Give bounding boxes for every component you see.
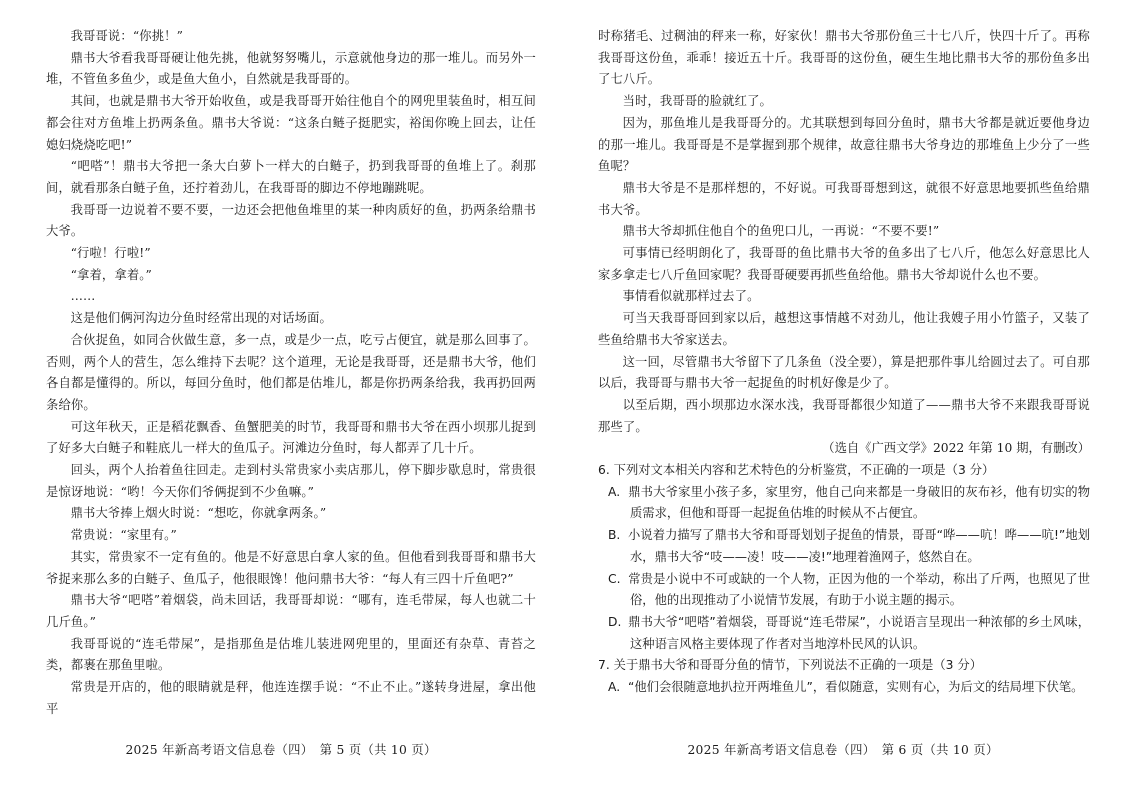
- paragraph: 可当天我哥哥回到家以后，越想这事情越不对劲儿，他让我嫂子用小竹篮子，又装了些鱼给鼎书大爷家送去。: [598, 311, 1090, 347]
- paragraph: 事情看似就那样过去了。: [622, 289, 760, 304]
- right-story-text: [598, 26, 1090, 438]
- paragraph: 合伙捉鱼，如同合伙做生意，多一点，或是少一点，吃亏占便宜，就是那么回事了。否则，两个人的营生，怎么维持下去呢？这个道理，无论是我哥哥，还是鼎书大爷，他们各自都是懂得的。所以，每回分鱼时，他们都是估堆儿，都是你扔两条给我，我再扔回两条给你。: [46, 332, 536, 412]
- left-story-text: [46, 26, 536, 721]
- option-letter: A.: [608, 680, 621, 695]
- paragraph: 鼎书大爷“吧嗒”着烟袋，尚未回话，我哥哥却说：“哪有，连毛带屎，每人也就二十几斤鱼。”: [46, 593, 536, 629]
- option-c: [598, 569, 1090, 612]
- paragraph: ……: [70, 289, 96, 304]
- option-letter: D.: [608, 614, 622, 629]
- paragraph: 时称猪毛、过稠油的秤来一称，好家伙！鼎书大爷那份鱼三十七八斤，快四十斤了。再称我哥哥这份鱼，乖乖！接近五十斤。我哥哥的这份鱼，硬生生地比鼎书大爷的那份鱼多出了七八斤。: [598, 29, 1090, 87]
- paragraph: 以至后期，西小坝那边水深水浅，我哥哥都很少知道了——鼎书大爷不来跟我哥哥说那些了。: [598, 397, 1090, 434]
- paragraph: 可这年秋天，正是稻花飘香、鱼蟹肥美的时节，我哥哥和鼎书大爷在西小坝那儿捉到了好多大白鲢子和鞋底儿一样大的鱼瓜子。河滩边分鱼时，每人都弄了几十斤。: [46, 419, 536, 456]
- option-text: 鼎书大爷“吧嗒”着烟袋，哥哥说“连毛带屎”，小说语言呈现出一种浓郁的乡土风味，这种语言风格主要体现了作者对当地淳朴民风的认识。: [628, 614, 1090, 651]
- paragraph: 其实，常贵家不一定有鱼的。他是不好意思白拿人家的鱼。但他看到我哥哥和鼎书大爷捉来那么多的白鲢子、鱼瓜子，他很眼馋！他问鼎书大爷：“每人有三四十斤鱼吧?”: [46, 549, 536, 586]
- paragraph: 这是他们俩河沟边分鱼时经常出现的对话场面。: [70, 311, 332, 326]
- paragraph: 可事情已经明朗化了，我哥哥的鱼比鼎书大爷的鱼多出了七八斤，他怎么好意思比人家多拿走七八斤鱼回家呢？我哥哥硬要再抓些鱼给他。鼎书大爷却说什么也不要。: [598, 246, 1090, 282]
- paragraph: “行啦！行啦!”: [70, 246, 151, 261]
- question-stem: 7. 关于鼎书大爷和哥哥分鱼的情节，下列说法不正确的一项是（3 分）: [598, 658, 982, 673]
- paragraph: 我哥哥一边说着不要不要，一边还会把他鱼堆里的某一种肉质好的鱼，扔两条给鼎书大爷。: [46, 202, 536, 239]
- paragraph: 其间，也就是鼎书大爷开始收鱼，或是我哥哥开始往他自个的网兜里装鱼时，相互间都会往对方鱼堆上扔两条鱼。鼎书大爷说：“这条白鲢子挺肥实，裕闺你晚上回去，让任媳妇烧烧吃吧!”: [46, 94, 536, 152]
- option-a: [598, 677, 1090, 699]
- paragraph: 鼎书大爷看我哥哥硬让他先挑，他就努努嘴儿，示意就他身边的那一堆儿。而另外一堆，不管鱼多鱼少，或是鱼大鱼小，自然就是我哥哥的。: [46, 50, 536, 87]
- paragraph: 当时，我哥哥的脸就红了。: [622, 94, 772, 109]
- source-citation: （选自《广西文学》2022 年第 10 期，有删改）: [822, 441, 1090, 456]
- paragraph: “拿着，拿着。”: [70, 267, 152, 282]
- page-footer: 2025 年新高考语文信息卷（四） 第 6 页（共 10 页）: [687, 743, 999, 757]
- option-d: [598, 612, 1090, 655]
- option-text: “他们会很随意地扒拉开两堆鱼儿”，看似随意，实则有心，为后文的结局埋下伏笔。: [628, 680, 1084, 695]
- right-page: [562, 0, 1124, 800]
- question-stem: 6. 下列对文本相关内容和艺术特色的分析鉴赏，不正确的一项是（3 分）: [598, 463, 995, 478]
- option-letter: B.: [608, 528, 621, 543]
- option-text: 鼎书大爷家里小孩子多，家里穷，他自己向来都是一身破旧的灰布衫，他有切实的物质需求，但他和哥哥一起捉鱼估堆的时候从不占便宜。: [628, 484, 1090, 521]
- paragraph: 鼎书大爷却抓住他自个的鱼兜口儿，一再说：“不要不要!”: [622, 224, 940, 239]
- paragraph: 鼎书大爷捧上烟火时说：“想吃，你就拿两条。”: [70, 506, 327, 521]
- option-letter: A.: [608, 484, 621, 499]
- paragraph: 鼎书大爷是不是那样想的，不好说。可我哥哥想到这，就很不好意思地要抓些鱼给鼎书大爷。: [598, 180, 1090, 217]
- paragraph: 常贵是开店的，他的眼睛就是秤，他连连摆手说：“不止不止。”遂转身进屋，拿出他平: [46, 680, 536, 716]
- option-letter: C.: [608, 571, 621, 586]
- paragraph: 因为，那鱼堆儿是我哥哥分的。尤其联想到每回分鱼时，鼎书大爷都是就近要他身边的那一堆儿。我哥哥是不是掌握到那个规律，故意往鼎书大爷身边的那堆鱼上少分了一些鱼呢？: [598, 115, 1090, 174]
- page-footer: 2025 年新高考语文信息卷（四） 第 5 页（共 10 页）: [125, 743, 437, 757]
- paragraph: 我哥哥说：“你挑！”: [70, 29, 184, 43]
- option-text: 常贵是小说中不可或缺的一个人物，正因为他的一个举动，称出了斤两，也照见了世俗，他的出现推动了小说情节发展，有助于小说主题的揭示。: [628, 571, 1090, 608]
- paragraph: 常贵说：“家里有。”: [70, 528, 177, 543]
- option-a: [598, 482, 1090, 525]
- question-6: [598, 460, 1090, 655]
- paragraph: 这一回，尽管鼎书大爷留下了几条鱼（没全要），算是把那件事儿给圆过去了。可自那以后，我哥哥与鼎书大爷一起捉鱼的时机好像是少了。: [598, 354, 1090, 391]
- paragraph: 我哥哥说的“连毛带屎”，是指那鱼是估堆儿装进网兜里的，里面还有杂草、青苔之类，都裹在那鱼里啦。: [46, 636, 536, 673]
- paragraph: “吧嗒”！鼎书大爷把一条大白萝卜一样大的白鲢子，扔到我哥哥的鱼堆上了。刹那间，就看那条白鲢子鱼，还拧着劲儿，在我哥哥的脚边不停地蹦跳呢。: [46, 159, 536, 195]
- option-text: 小说着力描写了鼎书大爷和哥哥划划子捉鱼的情景，哥哥“哗——吭！哗——吭!”地划水，鼎书大爷“吱——凌！吱——凌!”地理着渔网子，悠然自在。: [628, 528, 1090, 564]
- option-b: [598, 525, 1090, 568]
- paragraph: 回头，两个人抬着鱼往回走。走到村头常贵家小卖店那儿，停下脚步歇息时，常贵很是惊讶地说：“哟！今天你们爷俩捉到不少鱼嘛。”: [46, 463, 536, 499]
- question-7: [598, 655, 1090, 698]
